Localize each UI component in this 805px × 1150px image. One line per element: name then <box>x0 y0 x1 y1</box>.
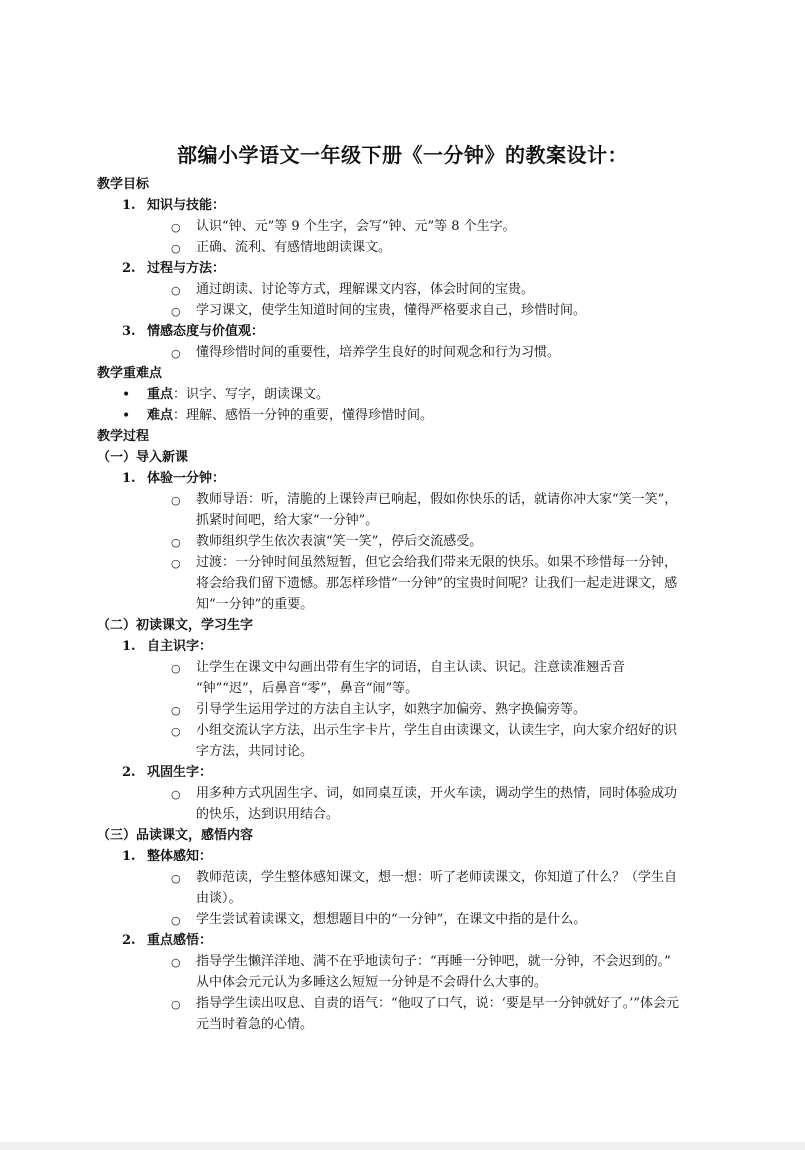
list-number: 2. <box>122 261 136 276</box>
list-item: 正确、流利、有感情地朗读课文。 <box>196 240 392 255</box>
circle-bullet-icon: ○ <box>171 788 181 801</box>
list-item <box>147 387 329 403</box>
list-item-line: 引导学生运用学过的方法自主认字，如熟字加偏旁、熟字换偏旁等。 <box>196 702 587 717</box>
list-item: 懂得珍惜时间的重要性，培养学生良好的时间观念和行为习惯。 <box>196 345 561 360</box>
list-item-line: 学生尝试着读课文，想想题目中的“一分钟”，在课文中指的是什么。 <box>196 912 587 927</box>
circle-bullet-icon: ○ <box>171 557 181 570</box>
section-heading-difficulty: 教学重难点 <box>97 366 163 381</box>
subheading-self-literacy: 自主识字： <box>147 639 213 654</box>
list-number: 3. <box>122 324 136 339</box>
circle-bullet-icon: ○ <box>171 242 181 255</box>
part-heading-first-reading: （二）初读课文，学习生字 <box>97 618 254 633</box>
circle-bullet-icon: ○ <box>171 872 181 885</box>
list-item: 认识“钟、元”等 9 个生字，会写“钟、元”等 8 个生字。 <box>196 219 516 234</box>
circle-bullet-icon: ○ <box>171 914 181 927</box>
list-number: 1. <box>122 639 136 654</box>
subheading-overall-perception: 整体感知： <box>147 849 213 864</box>
list-number: 1. <box>122 849 136 864</box>
difficult-point-text: ：理解、感悟一分钟的重要，懂得珍惜时间。 <box>173 408 434 423</box>
circle-bullet-icon: ○ <box>171 347 181 360</box>
circle-bullet-icon: ○ <box>171 725 181 738</box>
subheading-key-insight: 重点感悟： <box>147 933 213 948</box>
list-number: 2. <box>122 765 136 780</box>
list-item: 通过朗读、讨论等方式，理解课文内容，体会时间的宝贵。 <box>196 282 535 297</box>
list-item-line: 让学生在课文中勾画出带有生字的词语，自主认读、识记。注意读准翘舌音 <box>196 660 626 675</box>
circle-bullet-icon: ○ <box>171 704 181 717</box>
list-item: 学习课文，使学生知道时间的宝贵，懂得严格要求自己，珍惜时间。 <box>196 303 587 318</box>
page-bottom-margin <box>0 1142 805 1150</box>
key-point-text: ：识字、写字，朗读课文。 <box>173 387 330 402</box>
subheading-consolidate: 巩固生字： <box>147 765 213 780</box>
circle-bullet-icon: ○ <box>171 221 181 234</box>
list-item-line: 知“一分钟”的重要。 <box>196 597 314 612</box>
list-item-line: 教师范读，学生整体感知课文，想一想：听了老师读课文，你知道了什么？（学生自 <box>196 870 678 885</box>
list-number: 2. <box>122 933 136 948</box>
circle-bullet-icon: ○ <box>171 494 181 507</box>
list-item-line: 教师导语：听，清脆的上课铃声已响起，假如你快乐的话，就请你冲大家“笑一笑”， <box>196 492 678 507</box>
list-number: 1. <box>122 471 136 486</box>
bullet-dot-icon: • <box>122 387 131 403</box>
circle-bullet-icon: ○ <box>171 284 181 297</box>
list-item-line: 元当时着急的心情。 <box>196 1017 314 1032</box>
difficult-point-label: 难点 <box>147 408 174 423</box>
list-number: 1. <box>122 198 136 213</box>
key-point-label: 重点 <box>147 387 174 402</box>
circle-bullet-icon: ○ <box>171 305 181 318</box>
subheading-knowledge-skills: 知识与技能： <box>147 198 226 213</box>
list-item-line: 指导学生懒洋洋地、满不在乎地读句子：“再睡一分钟吧，就一分钟，不会迟到的。” <box>196 954 671 969</box>
section-heading-process: 教学过程 <box>97 429 150 444</box>
list-item-line: 指导学生读出叹息、自责的语气：“他叹了口气，说：‘要是早一分钟就好了。’”体会元 <box>196 996 680 1011</box>
list-item-line: 的快乐，达到识用结合。 <box>196 807 340 822</box>
circle-bullet-icon: ○ <box>171 998 181 1011</box>
list-item <box>147 408 433 424</box>
circle-bullet-icon: ○ <box>171 662 181 675</box>
bullet-dot-icon: • <box>122 408 131 424</box>
list-item-line: 由谈）。 <box>196 891 242 906</box>
circle-bullet-icon: ○ <box>171 536 181 549</box>
list-item-line: 过渡：一分钟时间虽然短暂，但它会给我们带来无限的快乐。如果不珍惜每一分钟， <box>196 555 678 570</box>
circle-bullet-icon: ○ <box>171 956 181 969</box>
part-heading-intro: （一）导入新课 <box>97 450 189 465</box>
subheading-process-methods: 过程与方法： <box>147 261 226 276</box>
subheading-experience-minute: 体验一分钟： <box>147 471 226 486</box>
list-item-line: 小组交流认字方法，出示生字卡片，学生自由读课文，认读生字，向大家介绍好的识 <box>196 723 678 738</box>
section-heading-goals: 教学目标 <box>97 177 150 192</box>
list-item-line: 将会给我们留下遗憾。那怎样珍惜“一分钟”的宝贵时间呢？让我们一起走进课文，感 <box>196 576 678 591</box>
list-item-line: 教师组织学生依次表演“笑一笑”，停后交流感受。 <box>196 534 483 549</box>
subheading-attitude-values: 情感态度与价值观： <box>147 324 265 339</box>
list-item-line: 抓紧时间吧，给大家“一分钟”。 <box>196 513 379 528</box>
document-title: 部编小学语文一年级下册《一分钟》的教案设计： <box>177 143 628 167</box>
list-item-line: “钟”“迟”，后鼻音“零”，鼻音“闹”等。 <box>196 681 419 696</box>
list-item-line: 从中体会元元认为多睡这么短短一分钟是不会碍什么大事的。 <box>196 975 548 990</box>
part-heading-close-reading: （三）品读课文，感悟内容 <box>97 828 254 843</box>
list-item-line: 字方法，共同讨论。 <box>196 744 314 759</box>
list-item-line: 用多种方式巩固生字、词，如同桌互读，开火车读，调动学生的热情，同时体验成功 <box>196 786 678 801</box>
